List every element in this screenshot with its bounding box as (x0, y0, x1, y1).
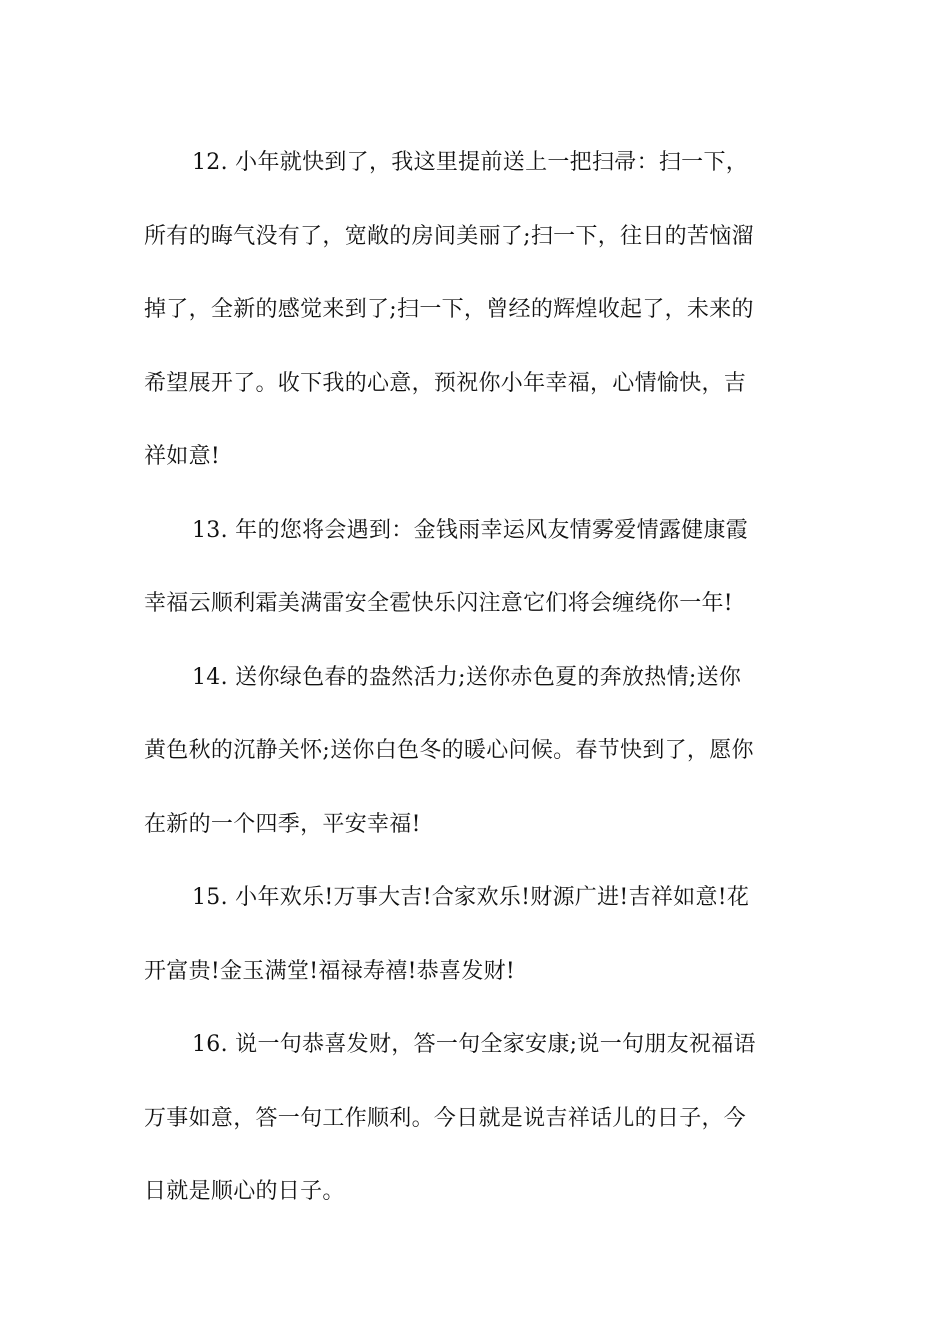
paragraph-line: 所有的晦气没有了，宽敞的房间美丽了;扫一下，往日的苦恼溜 (144, 223, 754, 249)
paragraph-line: 掉了，全新的感觉来到了;扫一下，曾经的辉煌收起了，未来的 (144, 297, 754, 322)
paragraph-16 (144, 1008, 808, 1229)
paragraph-line: 日就是顺心的日子。 (144, 1179, 345, 1204)
paragraph-12 (144, 126, 808, 494)
paragraph-line: 12. 小年就快到了，我这里提前送上一把扫帚：扫一下， (192, 150, 749, 175)
paragraph-14 (144, 641, 808, 862)
paragraph-15 (144, 861, 808, 1008)
paragraph-13 (144, 494, 808, 641)
paragraph-line: 13. 年的您将会遇到：金钱雨幸运风友情雾爱情露健康霞 (192, 517, 749, 543)
paragraph-line: 开富贵!金玉满堂!福禄寿禧!恭喜发财! (144, 958, 516, 984)
paragraph-line: 幸福云顺利霜美满雷安全雹快乐闪注意它们将会缠绕你一年! (144, 591, 733, 616)
paragraph-line: 黄色秋的沉静关怀;送你白色冬的暖心问候。春节快到了，愿你 (144, 738, 754, 763)
paragraph-line: 16. 说一句恭喜发财，答一句全家安康;说一句朋友祝福语 (192, 1032, 756, 1057)
paragraph-line: 14. 送你绿色春的盎然活力;送你赤色夏的奔放热情;送你 (192, 664, 742, 690)
paragraph-line: 祥如意! (144, 444, 221, 469)
paragraph-line: 万事如意，答一句工作顺利。今日就是说吉祥话儿的日子，今 (144, 1105, 747, 1131)
document-body (144, 126, 808, 1229)
paragraph-line: 希望展开了。收下我的心意，预祝你小年幸福，心情愉快，吉 (144, 370, 747, 396)
paragraph-line: 15. 小年欢乐!万事大吉!合家欢乐!财源广进!吉祥如意!花 (192, 885, 750, 910)
paragraph-line: 在新的一个四季，平安幸福! (144, 811, 421, 837)
